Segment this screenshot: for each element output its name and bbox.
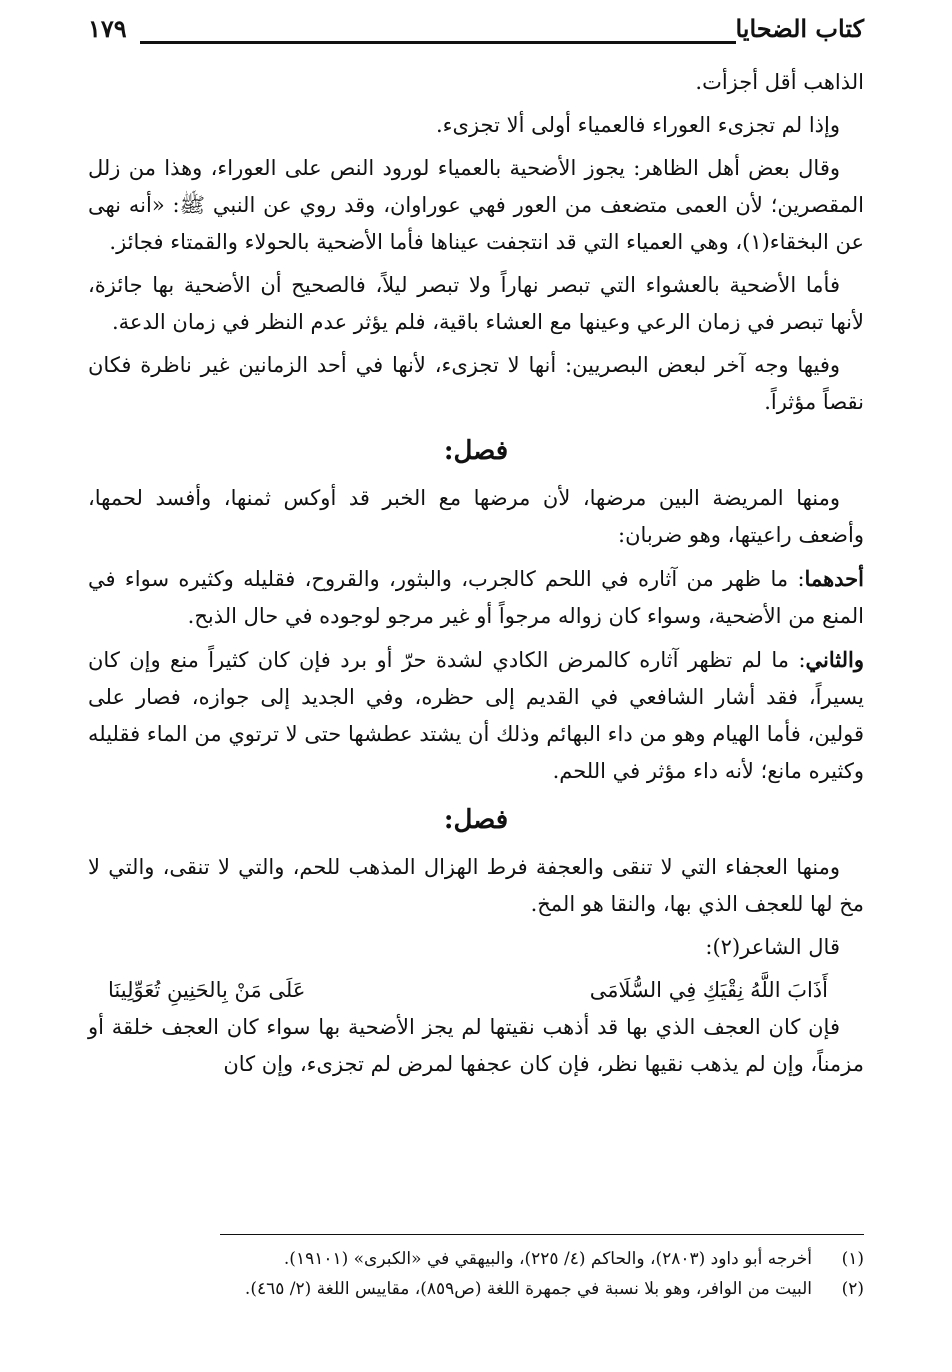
term-text: : ما ظهر من آثاره في اللحم كالجرب، والبثور، والقروح، فقليله وكثيره سواء في المنع من الأضحية، وسواء كان زواله مرجواً أو غير مرجو لوجوده في حال الذبح. bbox=[88, 567, 864, 628]
footnote-number: (٢) bbox=[841, 1279, 864, 1299]
paragraph: فإن كان العجف الذي بها قد أذهب نقيتها لم يجز الأضحية بها سواء كان العجف خلقة أو مزمناً، وإن لم يذهب نقيها نظر، فإن كان عجفها لمرض لم تجزىء، وإن كان bbox=[88, 1015, 864, 1076]
paragraph: وقال بعض أهل الظاهر: يجوز الأضحية بالعمياء لورود النص على العوراء، وهذا من زلل المقصرين؛ لأن العمى متضعف من العور فهي عوراوان، وقد روي عن النبي ﷺ: «أنه نهى عن البخقاء(١)، وهي العمياء التي قد انتجفت عيناها فأما الأضحية بالحولاء والقمتاء فجائز. bbox=[88, 156, 864, 254]
verse-first-hemistich: أَذَابَ اللَّهُ نِقْيَكِ فِي السُّلَامَى bbox=[589, 978, 828, 1002]
paragraph bbox=[88, 560, 864, 635]
paragraph: فأما الأضحية بالعشواء التي تبصر نهاراً ولا تبصر ليلاً، فالصحيح أن الأضحية بها جائزة، لأنها تبصر في زمان الرعي وعينها مع العشاء باقية، فلم يؤثر عدم النظر في زمان الدعة. bbox=[88, 273, 864, 334]
paragraph: قال الشاعر(٢): bbox=[705, 935, 840, 959]
paragraph: ومنها المريضة البين مرضها، لأن مرضها مع الخبر قد أوكس ثمنها، وأفسد لحمها، وأضعف راعيتها، وهو ضربان: bbox=[88, 486, 864, 547]
footnote bbox=[88, 1274, 864, 1304]
page-body bbox=[88, 64, 864, 1089]
section-heading: فصل: bbox=[443, 805, 509, 835]
verse-second-hemistich: عَلَى مَنْ بِالحَنِينِ تُعَوِّلِينَا bbox=[108, 978, 306, 1002]
term-label: أحدهما bbox=[804, 566, 864, 591]
paragraph: وإذا لم تجزىء العوراء فالعمياء أولى ألا تجزىء. bbox=[435, 113, 840, 137]
term-label: والثاني bbox=[805, 647, 864, 672]
header-rule bbox=[140, 41, 736, 44]
footnote-text: البيت من الوافر، وهو بلا نسبة في جمهرة اللغة (ص٨٥٩)، مقاييس اللغة (٢/ ٤٦٥). bbox=[244, 1279, 812, 1299]
paragraph bbox=[88, 641, 864, 790]
section-heading: فصل: bbox=[443, 436, 509, 466]
poem-verse bbox=[88, 972, 864, 1009]
footnote-text: أخرجه أبو داود (٢٨٠٣)، والحاكم (٤/ ٢٢٥)، والبيهقي في «الكبرى» (١٩١٠١). bbox=[283, 1249, 812, 1269]
term-text: : ما لم تظهر آثاره كالمرض الكادي لشدة حرّ أو برد فإن كان كثيراً منع وإن كان يسيراً، فقد أشار الشافعي في القديم إلى حظره، وفي الجديد إلى جوازه، فصار على قولين، فأما الهيام وهو من داء البهائم وذلك أن يشتد عطشها حتى لا ترتوي من الماء فقليله وكثيره مانع؛ لأنه داء مؤثر في اللحم. bbox=[88, 648, 864, 783]
page-number: ١٧٩ bbox=[88, 14, 127, 43]
footnote-rule bbox=[220, 1234, 864, 1235]
book-title: كتاب الضحايا bbox=[735, 14, 864, 43]
footnote bbox=[88, 1244, 864, 1274]
paragraph: ومنها العجفاء التي لا تنقى والعجفة فرط الهزال المذهب للحم، والتي لا تنقى، والتي لا مخ لها للعجف الذي بها، والنقا هو المخ. bbox=[88, 855, 864, 916]
footnote-number: (١) bbox=[841, 1249, 864, 1269]
footnotes bbox=[88, 1244, 864, 1304]
paragraph: وفيها وجه آخر لبعض البصريين: أنها لا تجزىء، لأنها في أحد الزمانين غير ناظرة فكان نقصاً مؤثراً. bbox=[88, 353, 864, 414]
paragraph: الذاهب أقل أجزأت. bbox=[695, 70, 864, 94]
page-header bbox=[88, 14, 864, 52]
